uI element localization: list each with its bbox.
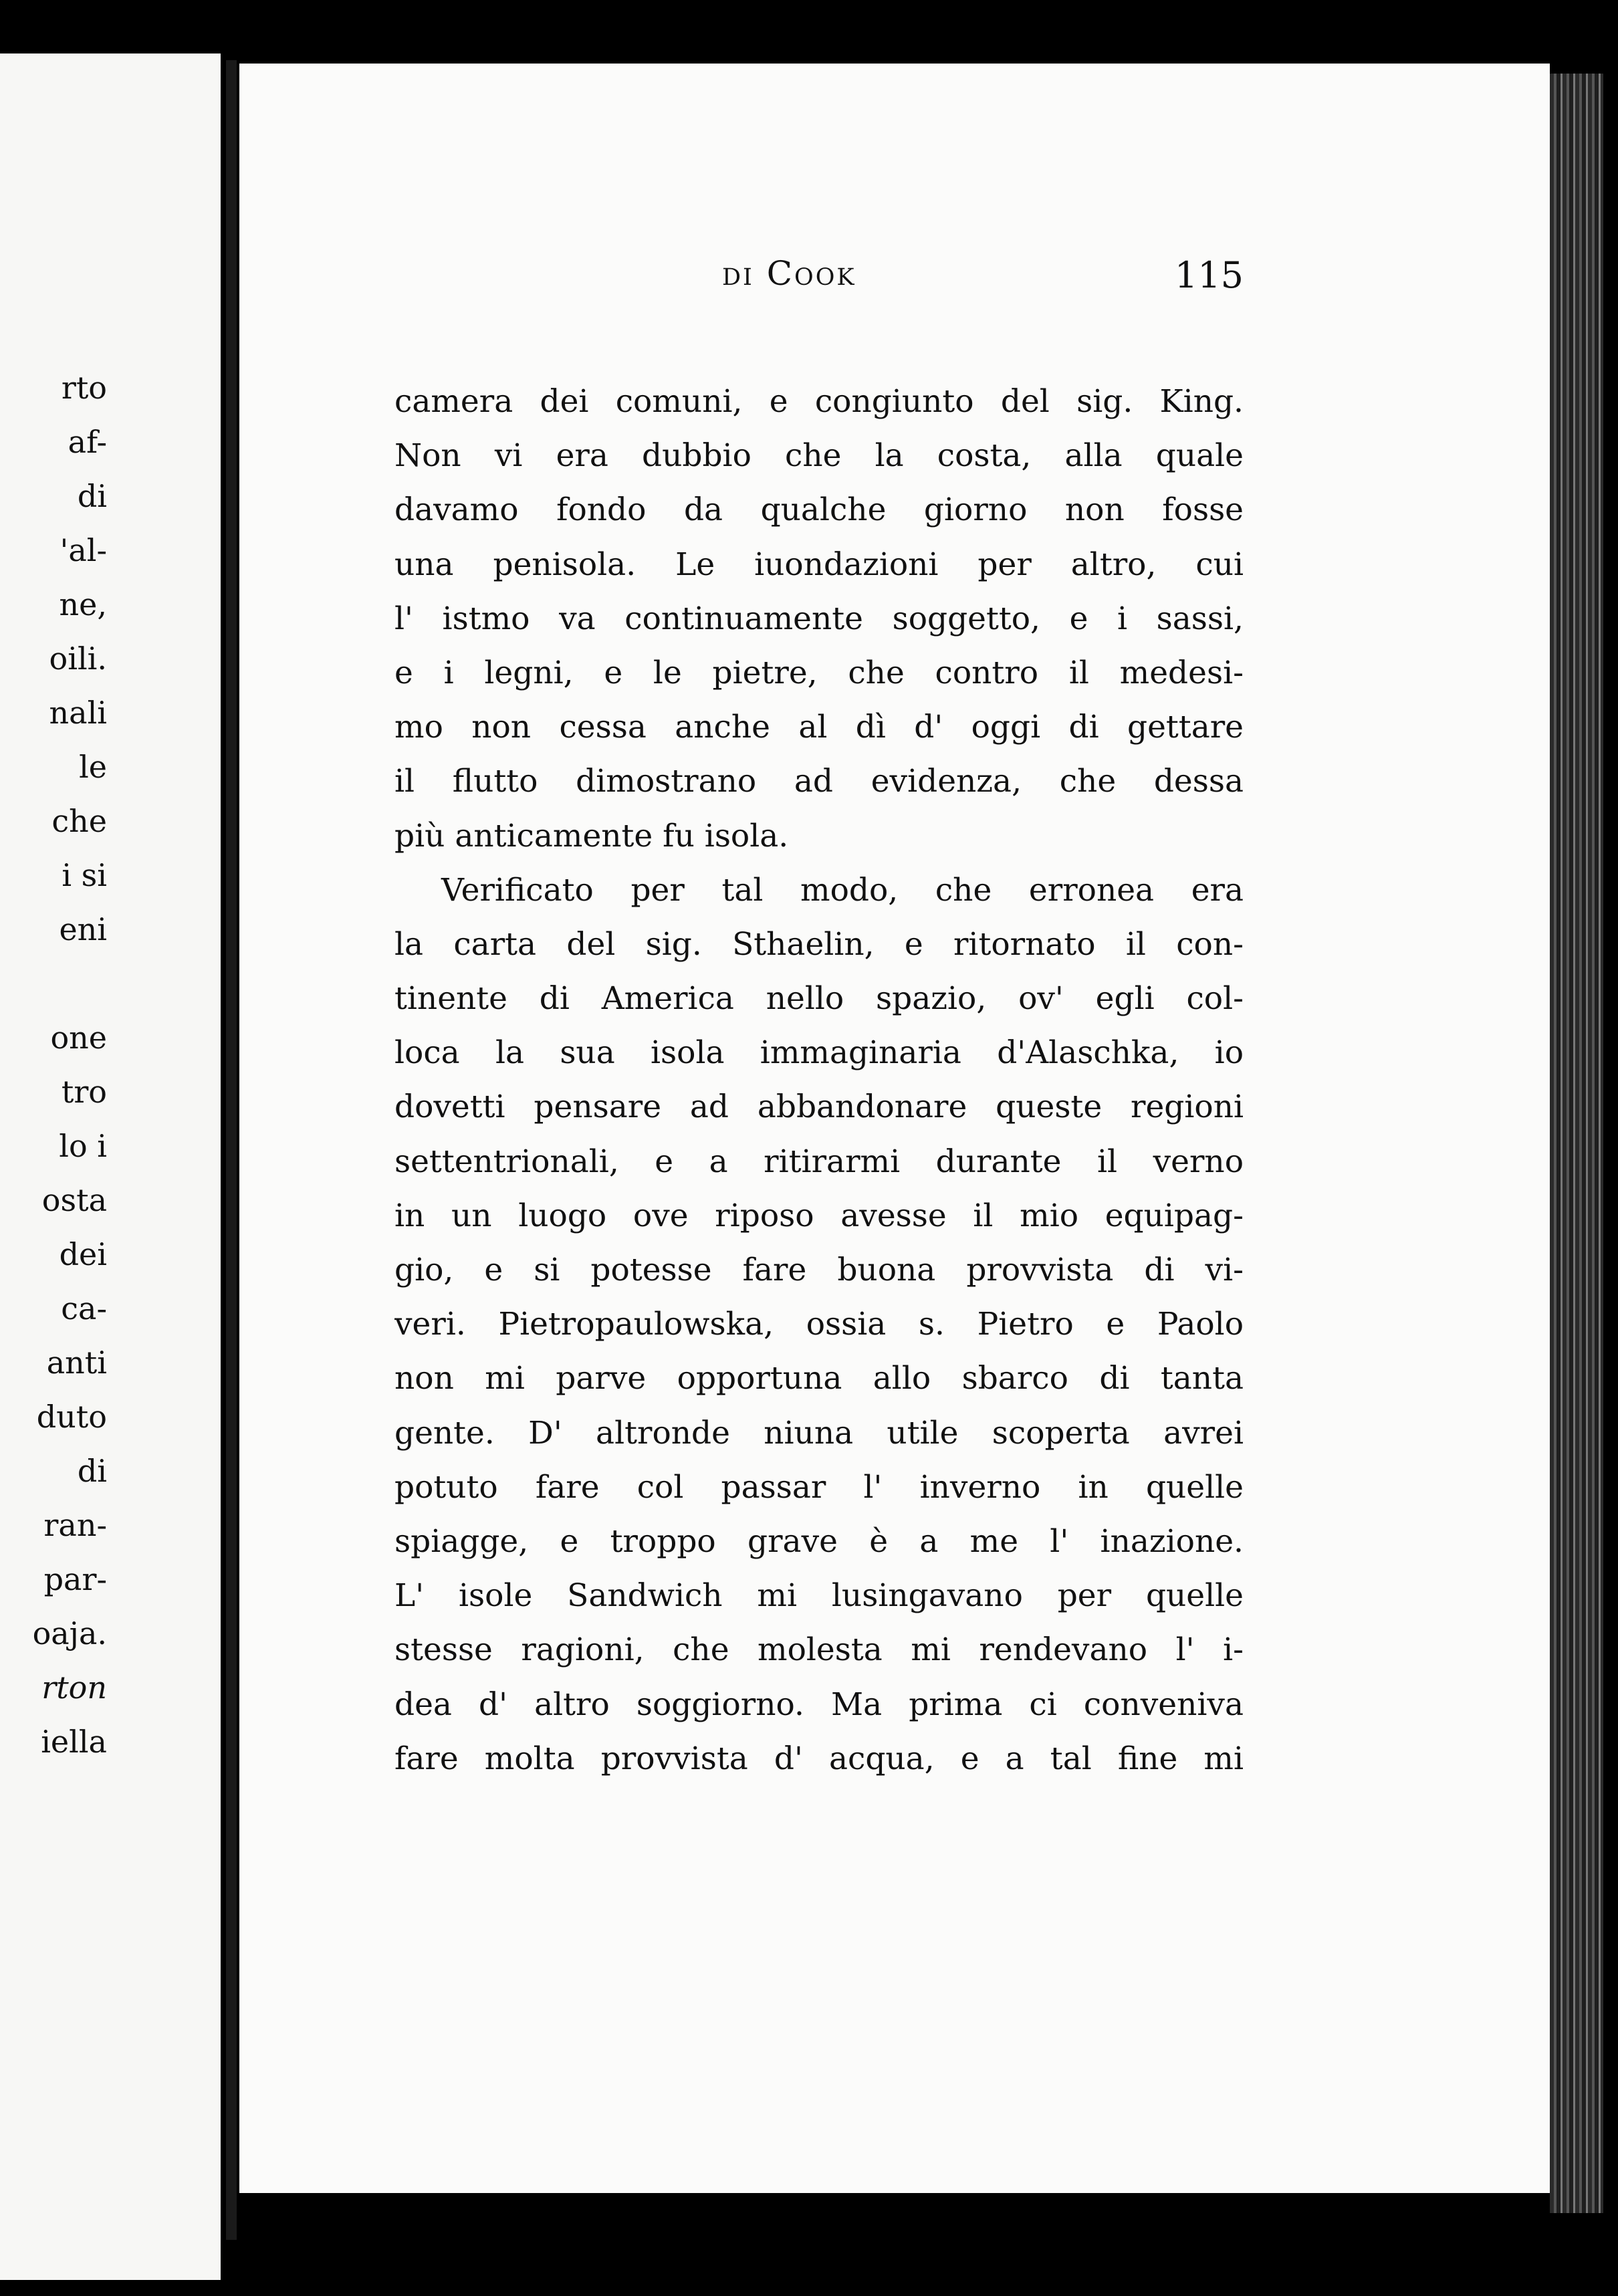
text-line: e i legni, e le pietre, che contro il medesi- (394, 654, 1244, 691)
page-number: 115 (1174, 254, 1244, 296)
left-fragment: af- (68, 424, 107, 460)
text-line: l' istmo va continuamente soggetto, e i sassi, (394, 600, 1244, 637)
left-fragment: rton (41, 1670, 107, 1706)
text-line: gio, e si potesse fare buona provvista di vi- (394, 1252, 1244, 1288)
text-line: fare molta provvista d' acqua, e a tal fine mi (394, 1740, 1244, 1777)
text-line: non mi parve opportuna allo sbarco di tanta (394, 1360, 1244, 1397)
left-fragment: ne, (59, 586, 107, 622)
text-line: loca la sua isola immaginaria d'Alaschka, io (394, 1034, 1244, 1072)
left-fragment: dei (59, 1236, 107, 1272)
running-head: di Cook (722, 254, 856, 293)
body-text (394, 374, 1244, 1786)
left-fragment: oili. (49, 641, 107, 677)
text-line: veri. Pietropaulowska, ossia s. Pietro e Paolo (394, 1306, 1244, 1343)
left-fragment: i si (62, 857, 107, 893)
text-line: dovetti pensare ad abbandonare queste regioni (394, 1088, 1244, 1126)
left-page (0, 53, 221, 2280)
left-fragment: iella (41, 1724, 107, 1760)
text-line: la carta del sig. Sthaelin, e ritornato il con- (394, 925, 1244, 963)
text-line: Non vi era dubbio che la costa, alla quale (394, 437, 1244, 475)
text-line: Verificato per tal modo, che erronea era (441, 871, 1244, 909)
text-line: mo non cessa anche al dì d' oggi di gettare (394, 709, 1244, 746)
left-fragment: lo i (59, 1128, 107, 1164)
left-fragment: osta (41, 1182, 107, 1218)
left-fragment: rto (61, 370, 107, 406)
left-fragment: oaja. (32, 1615, 107, 1651)
text-line: camera dei comuni, e congiunto del sig. King. (394, 383, 1244, 420)
left-fragment: 'al- (60, 532, 107, 568)
text-line: una penisola. Le iuondazioni per altro, cui (394, 546, 1244, 583)
text-line: il flutto dimostrano ad evidenza, che dessa (394, 763, 1244, 800)
left-fragment: eni (59, 911, 107, 947)
left-fragment: di (77, 1453, 107, 1489)
page-edges (1550, 74, 1603, 2213)
text-line: potuto fare col passar l' inverno in quelle (394, 1468, 1244, 1506)
left-fragment: tro (61, 1074, 107, 1110)
text-line: davamo fondo da qualche giorno non fosse (394, 491, 1244, 529)
text-line: dea d' altro soggiorno. Ma prima ci conveniva (394, 1686, 1244, 1723)
left-fragment-gap (0, 957, 107, 1011)
left-fragment: che (51, 803, 107, 839)
left-fragment: ran- (43, 1507, 107, 1543)
left-page-fragments (0, 361, 107, 1769)
text-line: settentrionali, e a ritirarmi durante il verno (394, 1143, 1244, 1180)
left-fragment: one (50, 1020, 107, 1056)
text-line: più anticamente fu isola. (394, 817, 789, 854)
page-header (394, 254, 1244, 308)
left-fragment: duto (36, 1399, 107, 1435)
text-line: stesse ragioni, che molesta mi rendevano l' i- (394, 1631, 1244, 1669)
left-fragment: par- (43, 1561, 107, 1597)
book-gutter (226, 60, 237, 2240)
left-fragment: anti (46, 1345, 107, 1381)
text-line: L' isole Sandwich mi lusingavano per quelle (394, 1577, 1244, 1615)
text-line: in un luogo ove riposo avesse il mio equipag- (394, 1197, 1244, 1234)
left-fragment: le (79, 749, 107, 785)
text-line: gente. D' altronde niuna utile scoperta avrei (394, 1414, 1244, 1452)
left-fragment: ca- (61, 1290, 107, 1327)
left-fragment: di (77, 478, 107, 514)
left-fragment: nali (49, 695, 107, 731)
text-line: tinente di America nello spazio, ov' egli col- (394, 980, 1244, 1018)
text-line: spiagge, e troppo grave è a me l' inazione. (394, 1522, 1244, 1560)
